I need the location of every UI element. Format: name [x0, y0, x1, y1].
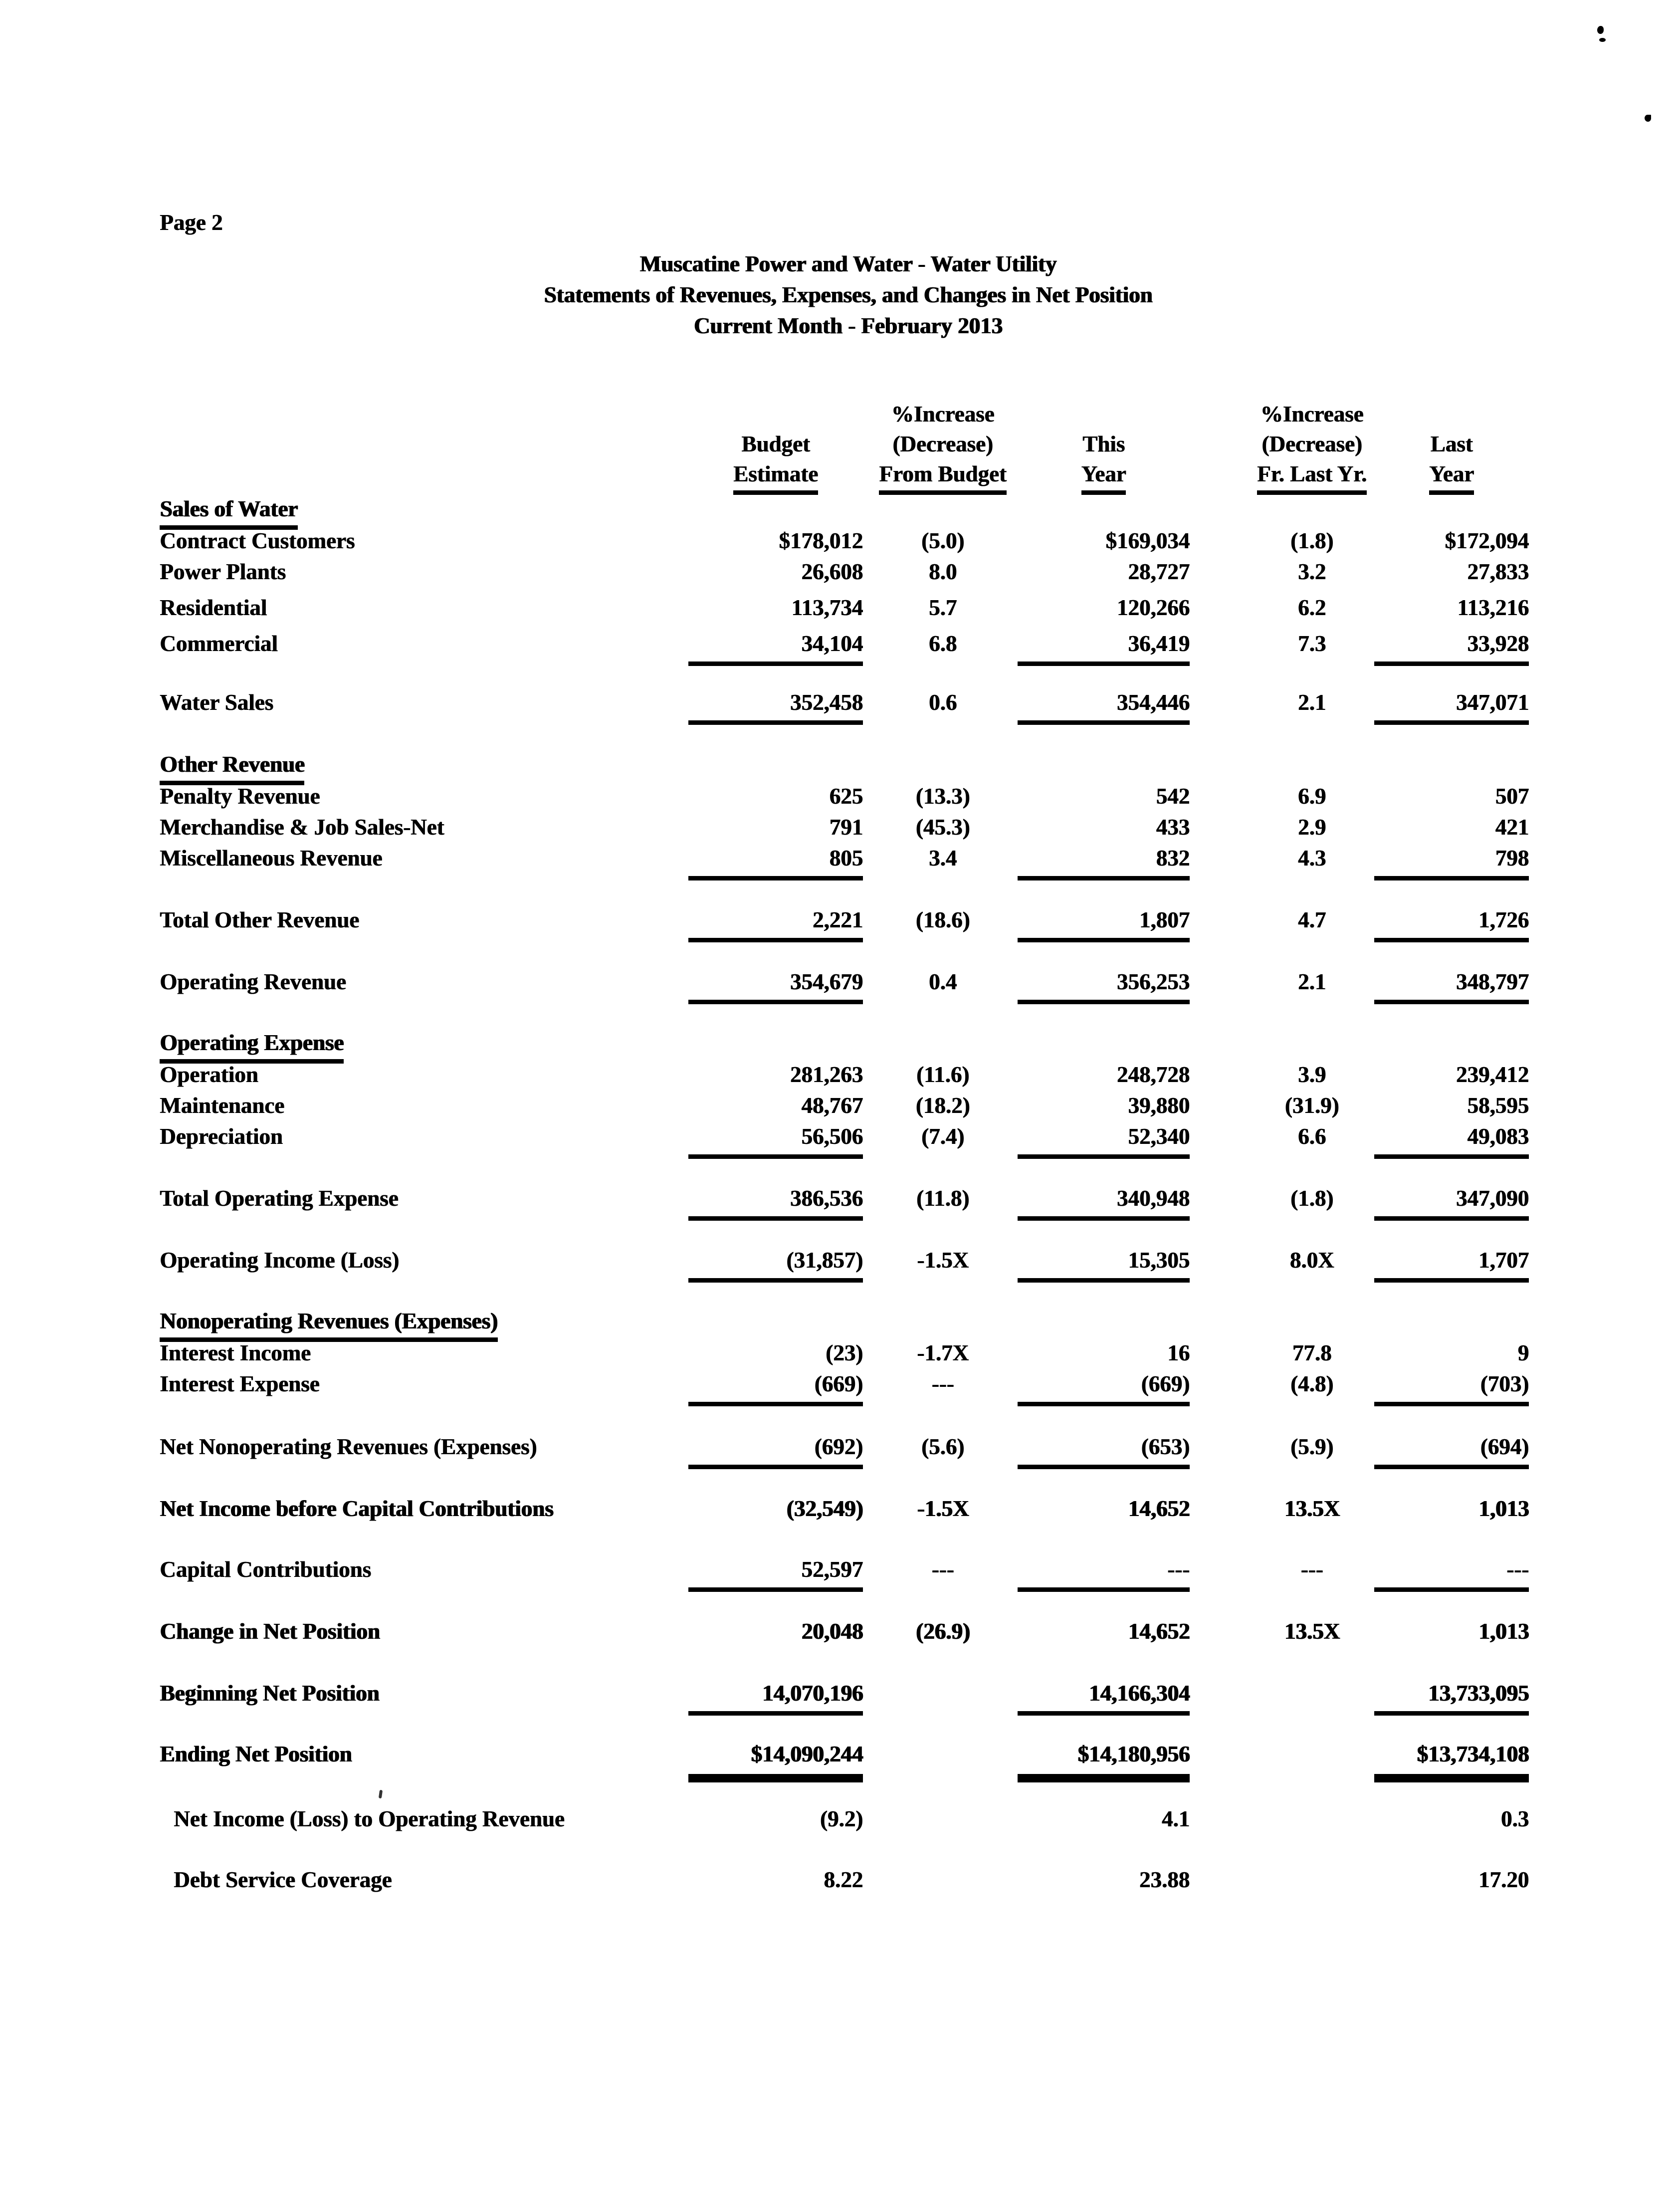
page-number: Page 2	[160, 210, 223, 235]
section-heading-label: Other Revenue	[160, 750, 304, 785]
cell-pct-budget: (11.6)	[916, 1062, 970, 1087]
cell-pct-budget: -1.5X	[917, 1496, 969, 1521]
table-row	[160, 1679, 1536, 1721]
cell-budget: 352,458	[688, 688, 863, 725]
table-row	[160, 1092, 1536, 1122]
cell-budget: (669)	[688, 1370, 863, 1406]
cell-last-year: 1,013	[1478, 1619, 1529, 1644]
cell-last-year: 0.3	[1500, 1806, 1529, 1831]
row-label: Net Nonoperating Revenues (Expenses)	[160, 1434, 537, 1459]
row-label: Power Plants	[160, 559, 286, 584]
cell-pct-lastyr: 4.7	[1297, 907, 1326, 932]
row-label: Merchandise & Job Sales-Net	[160, 815, 444, 840]
table-row	[160, 1805, 1536, 1836]
table-row	[160, 1246, 1536, 1288]
cell-this-year: 542	[1156, 784, 1190, 809]
cell-pct-budget: 0.4	[928, 969, 957, 994]
cell-pct-lastyr: 13.5X	[1284, 1496, 1340, 1521]
cell-budget: (23)	[826, 1340, 863, 1365]
cell-last-year: 798	[1374, 844, 1529, 880]
cell-last-year: $172,094	[1445, 528, 1529, 553]
row-label: Operating Income (Loss)	[160, 1248, 399, 1273]
cell-pct-budget: ---	[931, 1371, 954, 1396]
col-header-last-year-mid: Last	[1430, 432, 1473, 456]
cell-this-year: 14,652	[1128, 1496, 1190, 1521]
cell-pct-lastyr: (1.8)	[1290, 1186, 1334, 1211]
cell-budget: 48,767	[801, 1093, 863, 1118]
cell-this-year: 39,880	[1128, 1093, 1190, 1118]
cell-pct-budget: (18.6)	[915, 907, 970, 932]
cell-pct-lastyr: (5.9)	[1290, 1434, 1334, 1459]
cell-budget: $14,090,244	[688, 1740, 863, 1778]
cell-pct-lastyr: 2.1	[1297, 690, 1326, 715]
table-row	[160, 782, 1536, 813]
cell-budget: (31,857)	[688, 1246, 863, 1283]
row-label: Net Income before Capital Contributions	[160, 1496, 554, 1521]
row-label: Beginning Net Position	[160, 1681, 380, 1706]
report-title	[160, 248, 1536, 341]
row-label: Change in Net Position	[160, 1619, 380, 1644]
scan-speck	[1645, 115, 1651, 122]
report-org-line: Muscatine Power and Water - Water Utility	[639, 251, 1056, 276]
cell-pct-lastyr: 3.9	[1297, 1062, 1326, 1087]
cell-last-year: (703)	[1374, 1370, 1529, 1406]
report-period-line: Current Month - February 2013	[693, 313, 1003, 338]
cell-pct-lastyr: (31.9)	[1284, 1093, 1339, 1118]
cell-this-year: 354,446	[1018, 688, 1190, 725]
row-label: Residential	[160, 595, 267, 620]
cell-this-year: 356,253	[1018, 968, 1190, 1004]
cell-pct-budget: -1.5X	[917, 1248, 969, 1273]
table-row	[160, 1061, 1536, 1092]
row-label: Capital Contributions	[160, 1557, 371, 1582]
cell-pct-lastyr: 6.9	[1297, 784, 1326, 809]
cell-pct-budget: (11.8)	[916, 1186, 970, 1211]
cell-budget: 625	[829, 784, 863, 809]
cell-last-year: 1,707	[1374, 1246, 1529, 1283]
cell-pct-lastyr: 6.2	[1297, 595, 1326, 620]
cell-pct-budget: (5.6)	[921, 1434, 965, 1459]
cell-budget: 8.22	[824, 1867, 863, 1892]
row-label: Debt Service Coverage	[174, 1867, 392, 1892]
row-label: Penalty Revenue	[160, 784, 320, 809]
table-row	[160, 594, 1536, 625]
cell-pct-budget: (45.3)	[915, 815, 970, 840]
cell-this-year: 14,652	[1128, 1619, 1190, 1644]
cell-budget: 20,048	[801, 1619, 863, 1644]
cell-this-year: 23.88	[1139, 1867, 1190, 1892]
table-row	[160, 1495, 1536, 1526]
cell-budget: 2,221	[688, 906, 863, 942]
cell-last-year: 49,083	[1374, 1122, 1529, 1159]
cell-budget: 354,679	[688, 968, 863, 1004]
table-row	[160, 1122, 1536, 1164]
cell-last-year: 1,726	[1374, 906, 1529, 942]
cell-pct-budget: 3.4	[928, 846, 957, 871]
cell-budget: (692)	[688, 1433, 863, 1469]
cell-last-year: 27,833	[1467, 559, 1529, 584]
cell-pct-lastyr: 2.9	[1297, 815, 1326, 840]
cell-this-year: 120,266	[1116, 595, 1190, 620]
row-label: Total Operating Expense	[160, 1186, 399, 1211]
cell-last-year: 348,797	[1374, 968, 1529, 1004]
cell-last-year: 239,412	[1456, 1062, 1529, 1087]
cell-budget: 791	[829, 815, 863, 840]
cell-pct-budget: 5.7	[928, 595, 957, 620]
cell-last-year: 347,090	[1374, 1184, 1529, 1221]
cell-pct-lastyr: 6.6	[1297, 1124, 1326, 1149]
cell-pct-budget: ---	[931, 1557, 954, 1582]
cell-last-year: 58,595	[1467, 1093, 1529, 1118]
cell-last-year: $13,734,108	[1374, 1740, 1529, 1778]
row-label: Contract Customers	[160, 528, 355, 553]
cell-pct-lastyr: 8.0X	[1289, 1248, 1334, 1273]
cell-this-year: 248,728	[1116, 1062, 1190, 1087]
col-header-last-year-bottom: Year	[1374, 460, 1529, 495]
cell-pct-budget: 0.6	[928, 690, 957, 715]
col-header-pct-lastyr-mid: (Decrease)	[1261, 432, 1362, 456]
cell-pct-budget: (18.2)	[915, 1093, 970, 1118]
section-heading-label: Operating Expense	[160, 1029, 344, 1064]
cell-this-year: (669)	[1018, 1370, 1190, 1406]
cell-this-year: 28,727	[1128, 559, 1190, 584]
cell-this-year: $14,180,956	[1018, 1740, 1190, 1778]
cell-pct-lastyr: 13.5X	[1284, 1619, 1340, 1644]
cell-budget: 281,263	[790, 1062, 863, 1087]
cell-this-year: ---	[1018, 1555, 1190, 1592]
row-label: Operating Revenue	[160, 969, 346, 994]
cell-last-year: 347,071	[1374, 688, 1529, 725]
cell-last-year: 421	[1495, 815, 1529, 840]
cell-budget: (32,549)	[786, 1496, 863, 1521]
cell-last-year: 17.20	[1478, 1867, 1529, 1892]
table-row	[160, 906, 1536, 948]
row-label: Commercial	[160, 631, 278, 656]
report-statement-line: Statements of Revenues, Expenses, and Changes in Net Position	[543, 282, 1153, 307]
table-row	[160, 1617, 1536, 1648]
cell-last-year: ---	[1374, 1555, 1529, 1592]
column-headers-line2	[160, 430, 1536, 460]
col-header-this-year-bottom: Year	[1018, 460, 1190, 495]
cell-pct-lastyr: (4.8)	[1290, 1371, 1334, 1396]
col-header-this-year-mid: This	[1082, 432, 1125, 456]
col-header-pct-budget-mid: (Decrease)	[892, 432, 993, 456]
col-header-pct-lastyr-top: %Increase	[1260, 402, 1364, 427]
row-label: Ending Net Position	[160, 1742, 352, 1766]
row-label: Water Sales	[160, 690, 273, 715]
row-label: Operation	[160, 1062, 258, 1087]
cell-this-year: $169,034	[1105, 528, 1190, 553]
row-label: Depreciation	[160, 1124, 283, 1149]
row-label: Maintenance	[160, 1093, 284, 1118]
cell-this-year: (653)	[1018, 1433, 1190, 1469]
col-header-budget-mid: Budget	[741, 432, 810, 456]
table-row	[160, 1555, 1536, 1597]
cell-this-year: 4.1	[1161, 1806, 1190, 1831]
cell-budget: 805	[688, 844, 863, 880]
cell-pct-budget: (13.3)	[915, 784, 970, 809]
cell-pct-lastyr: 3.2	[1297, 559, 1326, 584]
cell-last-year: 1,013	[1478, 1496, 1529, 1521]
cell-budget: 113,734	[791, 595, 863, 620]
section-heading	[160, 750, 1536, 782]
table-row	[160, 688, 1536, 730]
cell-last-year: 9	[1517, 1340, 1529, 1365]
cell-budget: 26,608	[801, 559, 863, 584]
table-row	[160, 558, 1536, 589]
cell-pct-budget: -1.7X	[917, 1340, 969, 1365]
cell-pct-budget: (7.4)	[921, 1124, 965, 1149]
table-row	[160, 968, 1536, 1010]
cell-last-year: 13,733,095	[1374, 1679, 1529, 1716]
section-heading	[160, 495, 1536, 527]
col-header-pct-budget-top: %Increase	[891, 402, 995, 427]
row-label: Net Income (Loss) to Operating Revenue	[174, 1806, 565, 1831]
row-label: Total Other Revenue	[160, 907, 359, 932]
cell-budget: 52,597	[688, 1555, 863, 1592]
table-row	[160, 844, 1536, 886]
table-row	[160, 630, 1536, 671]
column-headers-line3	[160, 460, 1536, 492]
cell-budget: 56,506	[688, 1122, 863, 1159]
cell-pct-budget: 8.0	[928, 559, 957, 584]
cell-this-year: 14,166,304	[1018, 1679, 1190, 1716]
cell-pct-lastyr: (1.8)	[1290, 528, 1334, 553]
table-row	[160, 813, 1536, 844]
cell-this-year: 36,419	[1018, 630, 1190, 666]
cell-pct-budget: (26.9)	[915, 1619, 970, 1644]
row-label: Interest Income	[160, 1340, 311, 1365]
column-headers-line1	[160, 400, 1536, 430]
table-row	[160, 1184, 1536, 1226]
cell-pct-lastyr: 77.8	[1292, 1340, 1332, 1365]
cell-this-year: 832	[1018, 844, 1190, 880]
cell-last-year: (694)	[1374, 1433, 1529, 1469]
cell-this-year: 1,807	[1018, 906, 1190, 942]
table-row	[160, 1370, 1536, 1412]
cell-last-year: 507	[1495, 784, 1529, 809]
col-header-budget-bottom: Estimate	[688, 460, 863, 495]
col-header-pct-lastyr-bottom: Fr. Last Yr.	[1250, 460, 1374, 495]
cell-budget: 34,104	[688, 630, 863, 666]
cell-this-year: 15,305	[1018, 1246, 1190, 1283]
table-row	[160, 1433, 1536, 1475]
cell-pct-lastyr: 2.1	[1297, 969, 1326, 994]
cell-this-year: 340,948	[1018, 1184, 1190, 1221]
row-label: Interest Expense	[160, 1371, 320, 1396]
scan-speck	[1597, 26, 1604, 34]
cell-budget: 386,536	[688, 1184, 863, 1221]
table-row	[160, 1866, 1536, 1897]
cell-pct-lastyr: 4.3	[1297, 846, 1326, 871]
cell-pct-budget: 6.8	[928, 631, 957, 656]
cell-budget: (9.2)	[820, 1806, 863, 1831]
cell-budget: 14,070,196	[688, 1679, 863, 1716]
section-heading-label: Sales of Water	[160, 495, 298, 530]
table-row	[160, 1740, 1536, 1782]
statement-rows	[0, 495, 1680, 1897]
cell-last-year: 113,216	[1457, 595, 1529, 620]
section-heading-label: Nonoperating Revenues (Expenses)	[160, 1307, 498, 1342]
section-heading	[160, 1307, 1536, 1339]
cell-pct-budget: (5.0)	[921, 528, 965, 553]
section-heading	[160, 1029, 1536, 1061]
cell-pct-lastyr: 7.3	[1297, 631, 1326, 656]
scan-speck	[1599, 38, 1606, 42]
row-label: Miscellaneous Revenue	[160, 846, 383, 871]
col-header-pct-budget-bottom: From Budget	[868, 460, 1018, 495]
cell-last-year: 33,928	[1374, 630, 1529, 666]
cell-budget: $178,012	[779, 528, 863, 553]
cell-pct-lastyr: ---	[1300, 1557, 1323, 1582]
cell-this-year: 433	[1156, 815, 1190, 840]
table-row	[160, 1339, 1536, 1370]
table-row	[160, 527, 1536, 558]
cell-this-year: 16	[1167, 1340, 1190, 1365]
cell-this-year: 52,340	[1018, 1122, 1190, 1159]
